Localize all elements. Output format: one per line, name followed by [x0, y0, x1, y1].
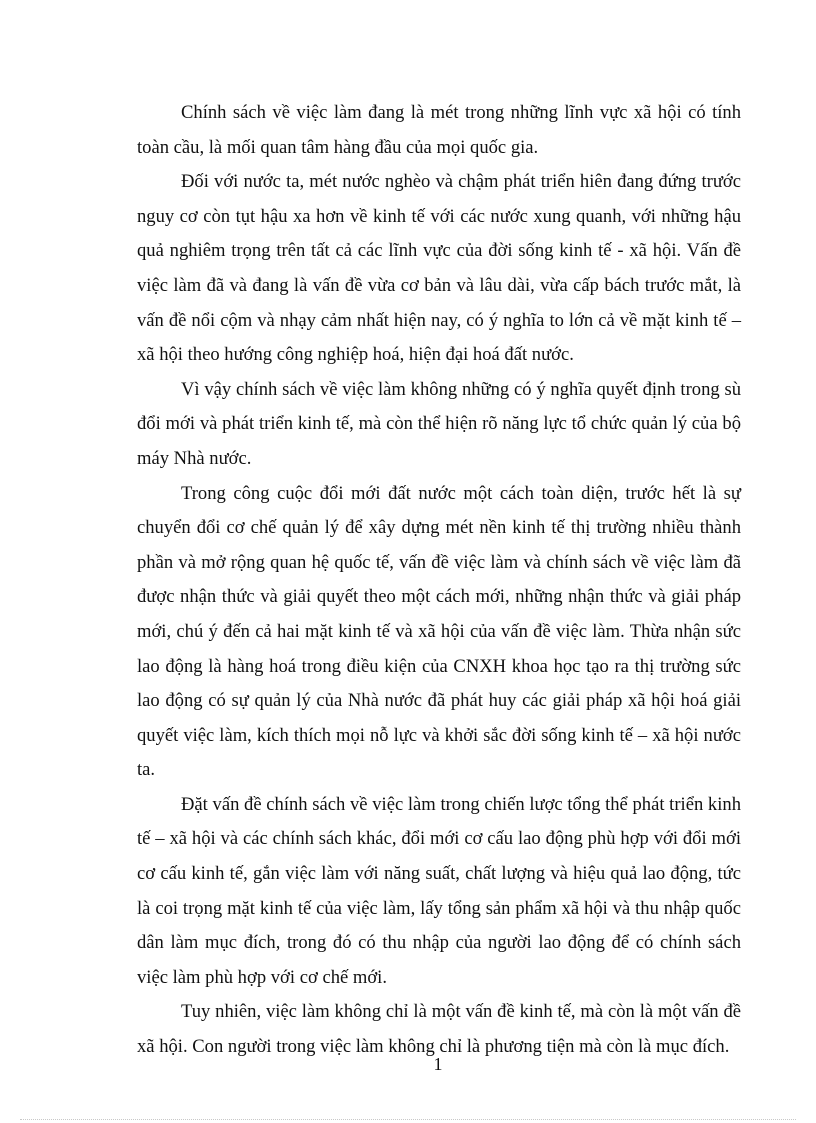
paragraph-4: Trong công cuộc đổi mới đất nước một cách toàn diện, trước hết là sự chuyển đổi cơ chế quản lý để xây dựng mét nền kinh tế thị trường nhiều thành phần và mở rộng quan hệ quốc tế, vấn đề việc làm và chính sách về việc làm đã được nhận thức và giải quyết theo một cách mới, những nhận thức và giải pháp mới, chú ý đến cả hai mặt kinh tế và xã hội của vấn đề việc làm. Thừa nhận sức lao động là hàng hoá trong điều kiện của CNXH khoa học tạo ra thị trường sức lao động có sự quản lý của Nhà nước đã phát huy các giải pháp xã hội hoá giải quyết việc làm, kích thích mọi nỗ lực và khởi sắc đời sống kinh tế – xã hội nước ta. [137, 482, 741, 781]
paragraph-6: Tuy nhiên, việc làm không chỉ là một vấn đề kinh tế, mà còn là một vấn đề xã hội. Con người trong việc làm không chỉ là phương tiện mà còn là mục đích. [137, 1001, 741, 1058]
body-text [137, 96, 741, 1065]
page-number: 1 [433, 1054, 443, 1074]
paragraph-2: Đối với nước ta, mét nước nghèo và chậm phát triển hiên đang đứng trước nguy cơ còn tụt hậu xa hơn về kinh tế với các nước xung quanh, với những hậu quả nghiêm trọng trên tất cả các lĩnh vực của đời sống kinh tế - xã hội. Vấn đề việc làm đã và đang là vấn đề vừa cơ bản và lâu dài, vừa cấp bách trước mắt, là vấn đề nổi cộm và nhạy cảm nhất hiện nay, có ý nghĩa to lớn cả về mặt kinh tế – xã hội theo hướng công nghiệp hoá, hiện đại hoá đất nước. [137, 171, 741, 366]
paragraph-3: Vì vậy chính sách về việc làm không những có ý nghĩa quyết định trong sù đổi mới và phát triển kinh tế, mà còn thể hiện rõ năng lực tổ chức quản lý của bộ máy Nhà nước. [137, 378, 741, 469]
paragraph-5: Đặt vấn đề chính sách về việc làm trong chiến lược tổng thể phát triển kinh tế – xã hội và các chính sách khác, đổi mới cơ cấu lao động phù hợp với đổi mới cơ cấu kinh tế, gắn việc làm với năng suất, chất lượng và hiệu quả lao động, tức là coi trọng mặt kinh tế của việc làm, lấy tổng sản phẩm xã hội và thu nhập quốc dân làm mục đích, trong đó có thu nhập của người lao động để có chính sách việc làm phù hợp với cơ chế mới. [137, 793, 741, 988]
paragraph-1: Chính sách về việc làm đang là mét trong những lĩnh vực xã hội có tính toàn cầu, là mối quan tâm hàng đầu của mọi quốc gia. [137, 102, 741, 158]
page-bottom-divider [20, 1119, 796, 1120]
